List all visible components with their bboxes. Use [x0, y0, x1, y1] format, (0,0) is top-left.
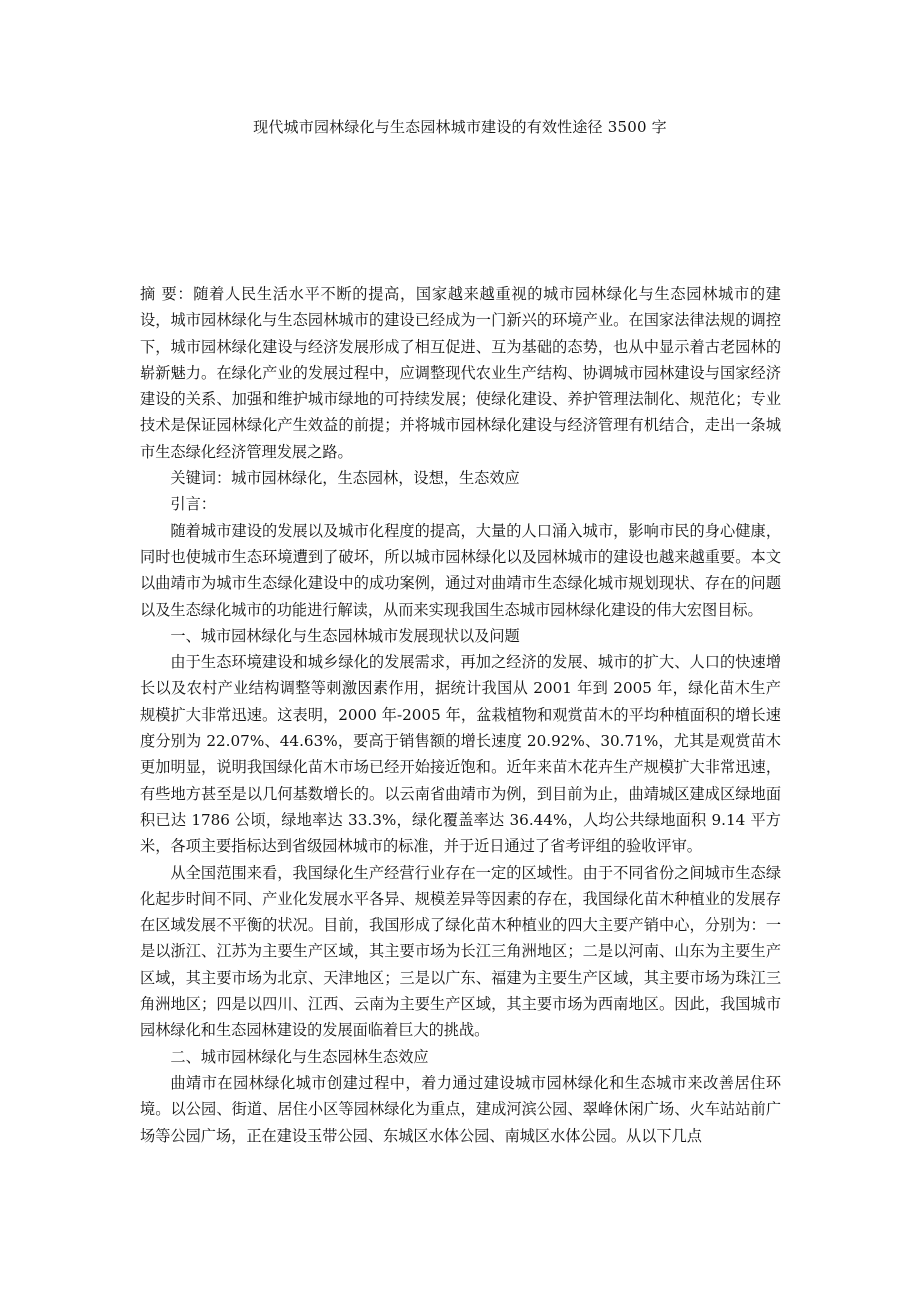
- section2-paragraph-1: 曲靖市在园林绿化城市创建过程中，着力通过建设城市园林绿化和生态城市来改善居住环境。以公园、街道、居住小区等园林绿化为重点，建成河滨公园、翠峰休闲广场、火车站站前广场等公园广场，正在建设玉带公园、东城区水体公园、南城区水体公园。从以下几点: [140, 1073, 781, 1145]
- section1-paragraph-1: 由于生态环境建设和城乡绿化的发展需求，再加之经济的发展、城市的扩大、人口的快速增长以及农村产业结构调整等刺激因素作用，据统计我国从 2001 年到 2005 年，绿化苗木生产规模扩大非常迅速。这表明，2000 年-2005 年，盆栽植物和观赏苗木的平均种植面积的增长速度分别为 22.07%、44.63%，要高于销售额的增长速度 20.92%、30.71%，尤其是观赏苗木更加明显，说明我国绿化苗木市场已经开始接近饱和。近年来苗木花卉生产规模扩大非常迅速，有些地方甚至是以几何基数增长的。以云南省曲靖市为例，到目前为止，曲靖城区建成区绿地面积已达 1786 公顷，绿地率达 33.3%，绿化覆盖率达 36.44%，人均公共绿地面积 9.14 平方米，各项主要指标达到省级园林城市的标准，并于近日通过了省考评组的验收评审。: [140, 653, 781, 856]
- document-body: [140, 281, 781, 1149]
- abstract-paragraph: 摘 要：随着人民生活水平不断的提高，国家越来越重视的城市园林绿化与生态园林城市的建设，城市园林绿化与生态园林城市的建设已经成为一门新兴的环境产业。在国家法律法规的调控下，城市园林绿化建设与经济发展形成了相互促进、互为基础的态势，也从中显示着古老园林的崭新魅力。在绿化产业的发展过程中，应调整现代农业生产结构、协调城市园林建设与国家经济建设的关系、加强和维护城市绿地的可持续发展；使绿化建设、养护管理法制化、规范化；专业技术是保证园林绿化产生效益的前提；并将城市园林绿化建设与经济管理有机结合，走出一条城市生态绿化经济管理发展之路。: [140, 285, 781, 461]
- section2-heading: 二、城市园林绿化与生态园林生态效应: [170, 1047, 429, 1066]
- keywords-line: 关键词：城市园林绿化，生态园林，设想，生态效应: [170, 469, 520, 488]
- section1-heading: 一、城市园林绿化与生态园林城市发展现状以及问题: [170, 626, 520, 645]
- section1-paragraph-2: 从全国范围来看，我国绿化生产经营行业存在一定的区域性。由于不同省份之间城市生态绿化起步时间不同、产业化发展水平各异、规模差异等因素的存在，我国绿化苗木种植业的发展存在区域发展不平衡的状况。目前，我国形成了绿化苗木种植业的四大主要产销中心，分别为：一是以浙江、江苏为主要生产区域，其主要市场为长江三角洲地区；二是以河南、山东为主要生产区域，其主要市场为北京、天津地区；三是以广东、福建为主要生产区域，其主要市场为珠江三角洲地区；四是以四川、江西、云南为主要生产区域，其主要市场为西南地区。因此，我国城市园林绿化和生态园林建设的发展面临着巨大的挑战。: [140, 863, 781, 1040]
- document-title: 现代城市园林绿化与生态园林城市建设的有效性途径 3500 字: [253, 118, 667, 136]
- intro-label: 引言：: [170, 495, 216, 514]
- intro-paragraph: 随着城市建设的发展以及城市化程度的提高，大量的人口涌入城市，影响市民的身心健康，同时也使城市生态环境遭到了破坏，所以城市园林绿化以及园林城市的建设也越来越重要。本文以曲靖市为城市生态绿化建设中的成功案例，通过对曲靖市生态绿化城市规划现状、存在的问题以及生态绿化城市的功能进行解读，从而来实现我国生态城市园林绿化建设的伟大宏图目标。: [140, 521, 781, 619]
